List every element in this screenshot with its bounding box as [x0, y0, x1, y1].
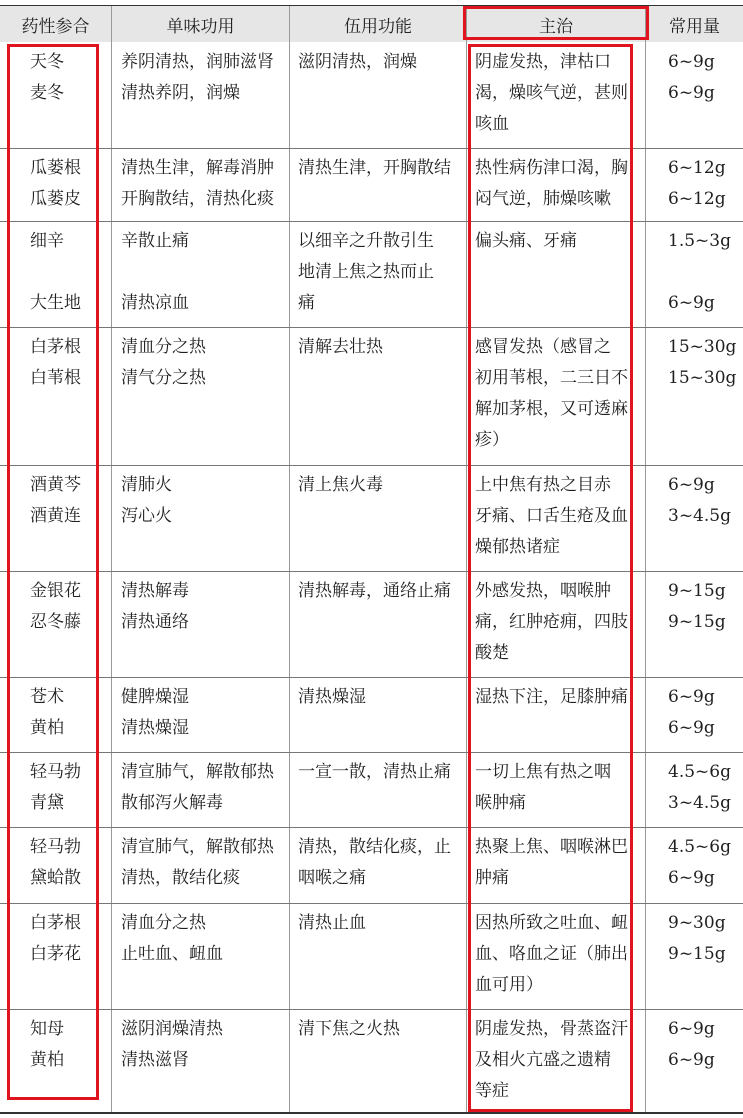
- column-divider: [289, 6, 290, 1114]
- single-function-cell: [121, 908, 287, 970]
- single-function-cell: [121, 332, 287, 394]
- cell-line: 3~4.5g: [668, 793, 731, 813]
- cell-line: 黄柏: [30, 1050, 64, 1070]
- cell-line: 白茅根: [30, 337, 81, 357]
- cell-line: 黛蛤散: [30, 868, 81, 888]
- cell-line: 清血分之热: [121, 337, 206, 357]
- cell-line: 清热养阴，润燥: [121, 83, 240, 103]
- cell-line: 痛: [298, 293, 315, 313]
- single-function-cell: [121, 470, 287, 532]
- cell-line: 清热止血: [298, 913, 366, 933]
- cell-line: 麦冬: [30, 83, 64, 103]
- cell-line: 清热生津，解毒消肿: [121, 158, 274, 178]
- cell-line: 白茅花: [30, 944, 81, 964]
- cell-line: 清热生津，开胸散结: [298, 158, 451, 178]
- cell-line: 6~9g: [668, 475, 715, 495]
- cell-line: 健脾燥湿: [121, 687, 189, 707]
- herb-column-highlight-box: [7, 44, 99, 1100]
- combined-function-cell: [298, 832, 464, 894]
- cell-line: 4.5~6g: [668, 762, 731, 782]
- cell-line: 泻心火: [121, 506, 172, 526]
- dosage-cell: [668, 908, 742, 970]
- cell-line: 清宣肺气，解散郁热: [121, 762, 274, 782]
- dosage-cell: [668, 153, 742, 215]
- cell-line: 痛，红肿疮痈，四肢: [475, 612, 628, 632]
- single-function-cell: [121, 226, 287, 319]
- cell-line: 6~12g: [668, 189, 726, 209]
- cell-line: 牙痛、口舌生疮及血: [475, 506, 628, 526]
- cell-line: 9~30g: [668, 913, 726, 933]
- single-function-cell: [121, 832, 287, 894]
- combined-function-cell: [298, 47, 464, 78]
- cell-line: 轻马勃: [30, 762, 81, 782]
- cell-line: 阴虚发热，骨蒸盗汗: [475, 1019, 628, 1039]
- cell-line: 忍冬藤: [30, 612, 81, 632]
- cell-line: 瓜蒌根: [30, 158, 81, 178]
- cell-line: 肿痛: [475, 868, 509, 888]
- cell-line: 清热解毒: [121, 581, 189, 601]
- cell-line: 燥郁热诸症: [475, 537, 560, 557]
- single-function-cell: [121, 47, 287, 109]
- cell-line: 感冒发热（感冒之: [475, 337, 611, 357]
- cell-line: 清热，散结化痰，止: [298, 837, 451, 857]
- cell-line: 知母: [30, 1019, 64, 1039]
- cell-line: 地清上焦之热而止: [298, 262, 434, 282]
- cell-line: 解加茅根，又可透麻: [475, 399, 628, 419]
- header-dosage: 常用量: [646, 6, 743, 42]
- cell-line: 6~9g: [668, 83, 715, 103]
- cell-line: [668, 257, 742, 288]
- cell-line: 血、咯血之证（肺出: [475, 944, 628, 964]
- cell-line: 一宣一散，清热止痛: [298, 762, 451, 782]
- cell-line: 天冬: [30, 52, 64, 72]
- cell-line: 清热燥湿: [298, 687, 366, 707]
- dosage-cell: [668, 682, 742, 744]
- cell-line: 及相火亢盛之遗精: [475, 1050, 611, 1070]
- dosage-cell: [668, 576, 742, 638]
- cell-line: 4.5~6g: [668, 837, 731, 857]
- cell-line: 疹）: [475, 430, 509, 450]
- dosage-cell: [668, 470, 742, 532]
- cell-line: 散郁泻火解毒: [121, 793, 223, 813]
- cell-line: 金银花: [30, 581, 81, 601]
- table-bottom-rule: [0, 1112, 743, 1114]
- single-function-cell: [121, 576, 287, 638]
- combined-function-cell: [298, 470, 464, 501]
- cell-line: 渴，燥咳气逆，甚则: [475, 83, 628, 103]
- cell-line: 开胸散结，清热化痰: [121, 189, 274, 209]
- combined-function-cell: [298, 153, 464, 184]
- dosage-cell: [668, 757, 742, 819]
- cell-line: 热聚上焦、咽喉淋巴: [475, 837, 628, 857]
- cell-line: 喉肿痛: [475, 793, 526, 813]
- cell-line: 6~9g: [668, 1050, 715, 1070]
- cell-line: 阴虚发热，津枯口: [475, 52, 611, 72]
- indication-header-highlight-box: [463, 6, 649, 40]
- cell-line: 6~9g: [668, 718, 715, 738]
- combined-function-cell: [298, 576, 464, 607]
- cell-line: 闷气逆，肺燥咳嗽: [475, 189, 611, 209]
- cell-line: 瓜蒌皮: [30, 189, 81, 209]
- cell-line: 清宣肺气，解散郁热: [121, 837, 274, 857]
- cell-line: 6~9g: [668, 1019, 715, 1039]
- cell-line: 湿热下注，足膝肿痛: [475, 687, 628, 707]
- cell-line: 初用苇根，二三日不: [475, 368, 628, 388]
- dosage-cell: [668, 332, 742, 394]
- cell-line: 以细辛之升散引生: [298, 231, 434, 251]
- column-divider: [111, 6, 112, 1114]
- cell-line: 血可用）: [475, 975, 543, 995]
- cell-line: 9~15g: [668, 944, 726, 964]
- cell-line: 偏头痛、牙痛: [475, 231, 577, 251]
- cell-line: 滋阴润燥清热: [121, 1019, 223, 1039]
- cell-line: 白茅根: [30, 913, 81, 933]
- cell-line: 清下焦之火热: [298, 1019, 400, 1039]
- cell-line: 清上焦火毒: [298, 475, 383, 495]
- cell-line: 清热通络: [121, 612, 189, 632]
- cell-line: 清热解毒，通络止痛: [298, 581, 451, 601]
- cell-line: 清气分之热: [121, 368, 206, 388]
- cell-line: 酒黄连: [30, 506, 81, 526]
- cell-line: 等症: [475, 1081, 509, 1101]
- cell-line: 止吐血、衄血: [121, 944, 223, 964]
- cell-line: 酒黄芩: [30, 475, 81, 495]
- cell-line: 白苇根: [30, 368, 81, 388]
- cell-line: 大生地: [30, 293, 81, 313]
- dosage-cell: [668, 47, 742, 109]
- cell-line: 清热凉血: [121, 293, 189, 313]
- single-function-cell: [121, 153, 287, 215]
- cell-line: 6~12g: [668, 158, 726, 178]
- header-indication: 主治: [467, 6, 645, 42]
- combined-function-cell: [298, 226, 464, 319]
- cell-line: 辛散止痛: [121, 231, 189, 251]
- cell-line: 外感发热，咽喉肿: [475, 581, 611, 601]
- single-function-cell: [121, 682, 287, 744]
- cell-line: 清肺火: [121, 475, 172, 495]
- indication-column-highlight-box: [468, 44, 633, 1112]
- cell-line: 热性病伤津口渴，胸: [475, 158, 628, 178]
- cell-line: 清解去壮热: [298, 337, 383, 357]
- header-herb-pairing: 药性参合: [0, 6, 111, 42]
- header-single-function: 单味功用: [112, 6, 289, 42]
- cell-line: [121, 257, 287, 288]
- cell-line: 养阴清热，润肺滋肾: [121, 52, 274, 72]
- cell-line: 6~9g: [668, 52, 715, 72]
- cell-line: 咽喉之痛: [298, 868, 366, 888]
- single-function-cell: [121, 757, 287, 819]
- combined-function-cell: [298, 757, 464, 788]
- dosage-cell: [668, 1014, 742, 1076]
- cell-line: 上中焦有热之目赤: [475, 475, 611, 495]
- cell-line: 酸楚: [475, 643, 509, 663]
- column-divider: [466, 6, 467, 1114]
- cell-line: 9~15g: [668, 581, 726, 601]
- cell-line: 一切上焦有热之咽: [475, 762, 611, 782]
- combined-function-cell: [298, 682, 464, 713]
- cell-line: 6~9g: [668, 293, 715, 313]
- dosage-cell: [668, 832, 742, 894]
- cell-line: 轻马勃: [30, 837, 81, 857]
- cell-line: 6~9g: [668, 687, 715, 707]
- cell-line: 咳血: [475, 114, 509, 134]
- single-function-cell: [121, 1014, 287, 1076]
- cell-line: 清热，散结化痰: [121, 868, 240, 888]
- cell-line: 6~9g: [668, 868, 715, 888]
- cell-line: 1.5~3g: [668, 231, 731, 251]
- combined-function-cell: [298, 332, 464, 363]
- column-divider: [645, 6, 646, 1114]
- cell-line: 15~30g: [668, 337, 737, 357]
- cell-line: 苍术: [30, 687, 64, 707]
- combined-function-cell: [298, 908, 464, 939]
- cell-line: 9~15g: [668, 612, 726, 632]
- cell-line: 清血分之热: [121, 913, 206, 933]
- cell-line: 3~4.5g: [668, 506, 731, 526]
- combined-function-cell: [298, 1014, 464, 1045]
- cell-line: 清热滋肾: [121, 1050, 189, 1070]
- cell-line: 细辛: [30, 231, 64, 251]
- cell-line: 清热燥湿: [121, 718, 189, 738]
- cell-line: 因热所致之吐血、衄: [475, 913, 628, 933]
- cell-line: 青黛: [30, 793, 64, 813]
- header-combined-function: 伍用功能: [290, 6, 466, 42]
- cell-line: 滋阴清热，润燥: [298, 52, 417, 72]
- dosage-cell: [668, 226, 742, 319]
- cell-line: 黄柏: [30, 718, 64, 738]
- cell-line: 15~30g: [668, 368, 737, 388]
